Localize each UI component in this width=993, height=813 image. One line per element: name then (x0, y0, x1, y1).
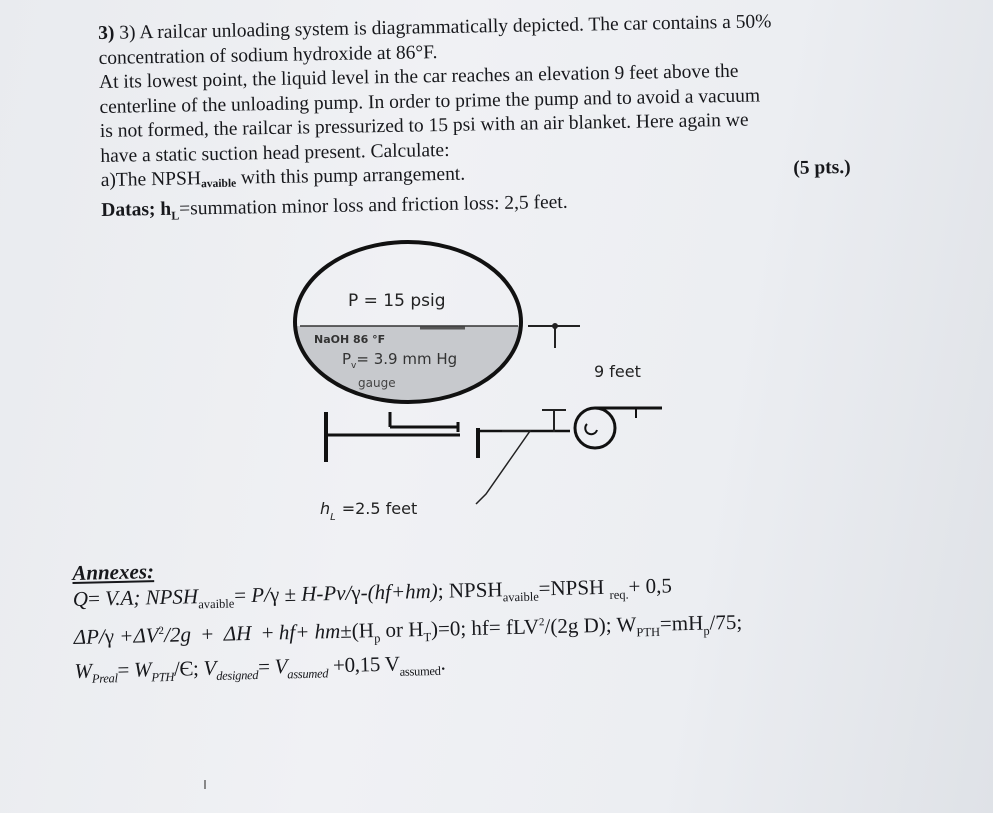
naoh-label: NaOH 86 °F (314, 333, 386, 346)
annex-formula-line-1: Q= V.A; $NPSH_{avaible}= P/\gamma \pm H-Pv/\gamma-(hf+hm)$; $NPSH_{avaible}=NPSH$ $_{req.}$+ 0,5 (72, 573, 673, 612)
question-line-5: is not formed, the railcar is pressurized to 15 psi with an air blanket. Here again we (99, 109, 749, 142)
scan-mark (204, 780, 206, 789)
annexes-block (72, 540, 955, 692)
head-loss-label: $h_L =2.5$ feet (320, 499, 418, 523)
points-label: (5 pts.) (793, 156, 851, 179)
annex-formula-line-3: $W_{Preal}= W_{PTH}/Є$; $V_{designed}= V_{assumed} +0,15$ $V_{assumed}$. (74, 650, 446, 687)
pressure-label: P = 15 psig (348, 291, 446, 311)
question-line-3: At its lowest point, the liquid level in the car reaches an elevation 9 feet above the (98, 60, 739, 93)
question-block (98, 9, 871, 229)
question-line-2: concentration of sodium hydroxide at 86°F. (98, 41, 438, 69)
pump-icon (575, 408, 662, 448)
railcar-diagram (290, 236, 710, 536)
gauge-label: gauge (358, 376, 396, 390)
annexes-title: Annexes: (72, 559, 155, 585)
question-part-a: a)The $NPSH_{avaible}$ with this pump arrangement. (5 pts.) (100, 156, 851, 191)
question-line-1: 3) 3) A railcar unloading system is diagrammatically depicted. The car contains a 50% (98, 11, 772, 44)
height-label: 9 feet (594, 362, 641, 381)
question-line-6: have a static suction head present. Calculate: (100, 139, 450, 167)
vapor-pressure-label: $P_v= 3.9$ mm Hg (342, 350, 458, 371)
annex-formula-line-2: $\Delta P/\gamma +\Delta V^2/2g + \Delta H + hf+ hm\pm(H_p$ or $H_T)=0$; hf= fLV$^2$/(2g D); $W_{PTH}=mH_p/75$; (73, 610, 743, 650)
question-line-4: centerline of the unloading pump. In order to prime the pump and to avoid a vacuum (99, 84, 761, 118)
datas-line: Datas; $h_L=summation$ minor loss and friction loss: 2,5 feet. (101, 191, 568, 223)
